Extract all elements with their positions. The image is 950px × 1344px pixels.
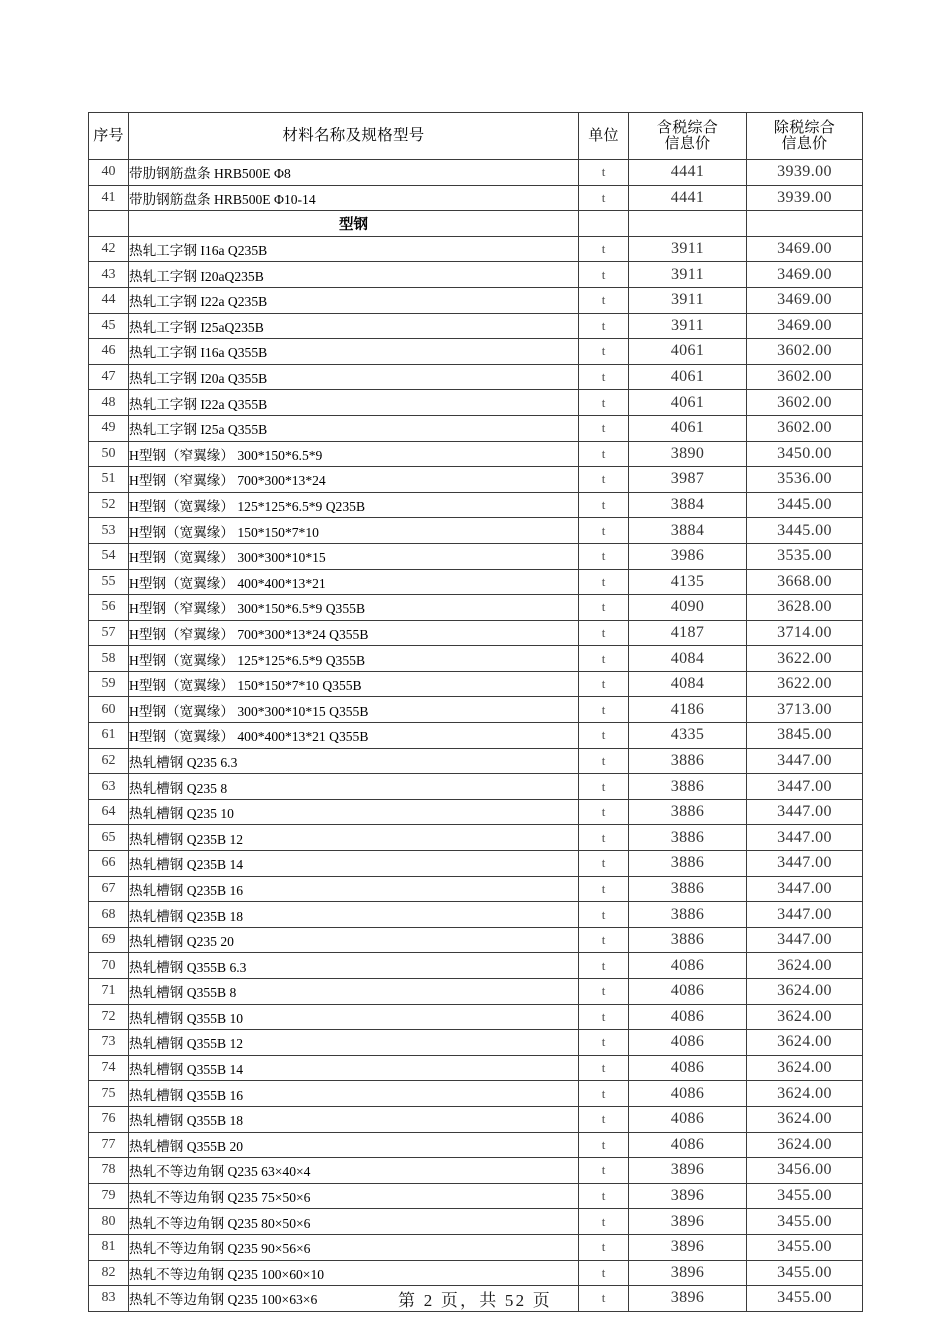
cell-material-name: 热轧槽钢 Q235 20	[129, 927, 579, 953]
table-row	[89, 339, 863, 365]
cell-price-excl-tax: 3535.00	[747, 543, 863, 569]
cell-sequence: 54	[89, 543, 129, 569]
cell-price-incl-tax: 3896	[629, 1209, 747, 1235]
table-row	[89, 518, 863, 544]
cell-price-excl-tax: 3668.00	[747, 569, 863, 595]
cell-price-excl-tax: 3455.00	[747, 1260, 863, 1286]
cell-material-name: 热轧槽钢 Q235 8	[129, 774, 579, 800]
cell-price-incl-tax: 3886	[629, 825, 747, 851]
cell-price-incl-tax: 4090	[629, 595, 747, 621]
cell-material-name: H型钢（宽翼缘） 400*400*13*21	[129, 569, 579, 595]
table-row	[89, 467, 863, 493]
cell-unit: t	[579, 1260, 629, 1286]
cell-price-excl-tax: 3447.00	[747, 774, 863, 800]
cell-price-excl-tax: 3536.00	[747, 467, 863, 493]
table-row	[89, 748, 863, 774]
table-row	[89, 1030, 863, 1056]
table-row	[89, 390, 863, 416]
cell-price-incl-tax: 3884	[629, 492, 747, 518]
cell-price-incl-tax: 4061	[629, 390, 747, 416]
table-row	[89, 1183, 863, 1209]
cell-unit: t	[579, 646, 629, 672]
cell-price-excl-tax: 3447.00	[747, 799, 863, 825]
cell-unit: t	[579, 902, 629, 928]
cell-material-name: 热轧槽钢 Q235B 16	[129, 876, 579, 902]
cell-price-incl-tax: 3896	[629, 1183, 747, 1209]
cell-material-name: H型钢（窄翼缘） 300*150*6.5*9	[129, 441, 579, 467]
cell-unit: t	[579, 569, 629, 595]
cell-price-incl-tax: 3886	[629, 902, 747, 928]
cell-unit: t	[579, 1030, 629, 1056]
table-row	[89, 1234, 863, 1260]
cell-sequence: 46	[89, 339, 129, 365]
cell-price-excl-tax: 3469.00	[747, 287, 863, 313]
cell-material-name: 热轧不等边角钢 Q235 100×60×10	[129, 1260, 579, 1286]
column-header-price-incl-tax	[629, 113, 747, 160]
cell-price-excl-tax: 3713.00	[747, 697, 863, 723]
cell-price-excl-tax	[747, 211, 863, 237]
cell-sequence: 50	[89, 441, 129, 467]
cell-material-name: H型钢（宽翼缘） 125*125*6.5*9 Q355B	[129, 646, 579, 672]
cell-sequence: 49	[89, 415, 129, 441]
cell-sequence: 79	[89, 1183, 129, 1209]
cell-sequence: 75	[89, 1081, 129, 1107]
table-body	[89, 160, 863, 1312]
price-incl-tax-line1: 含税综合	[656, 118, 719, 136]
cell-price-excl-tax: 3445.00	[747, 492, 863, 518]
cell-sequence: 42	[89, 236, 129, 262]
cell-sequence: 45	[89, 313, 129, 339]
cell-unit: t	[579, 543, 629, 569]
cell-sequence: 59	[89, 671, 129, 697]
price-excl-tax-line1: 除税综合	[773, 118, 836, 136]
cell-price-incl-tax: 3987	[629, 467, 747, 493]
cell-price-excl-tax: 3628.00	[747, 595, 863, 621]
cell-price-excl-tax: 3456.00	[747, 1158, 863, 1184]
cell-price-incl-tax: 4061	[629, 364, 747, 390]
cell-price-excl-tax: 3602.00	[747, 339, 863, 365]
cell-unit: t	[579, 492, 629, 518]
cell-price-incl-tax: 4086	[629, 1081, 747, 1107]
table-header-row	[89, 113, 863, 160]
table-row	[89, 364, 863, 390]
cell-sequence: 40	[89, 160, 129, 186]
cell-unit: t	[579, 927, 629, 953]
cell-unit: t	[579, 595, 629, 621]
table-row	[89, 927, 863, 953]
cell-sequence: 64	[89, 799, 129, 825]
cell-unit: t	[579, 851, 629, 877]
cell-material-name: H型钢（宽翼缘） 150*150*7*10 Q355B	[129, 671, 579, 697]
table-row	[89, 287, 863, 313]
cell-price-excl-tax: 3602.00	[747, 415, 863, 441]
cell-unit: t	[579, 1106, 629, 1132]
cell-material-name: H型钢（宽翼缘） 125*125*6.5*9 Q235B	[129, 492, 579, 518]
cell-price-incl-tax: 3911	[629, 313, 747, 339]
cell-material-name: H型钢（宽翼缘） 300*300*10*15 Q355B	[129, 697, 579, 723]
cell-material-name: 热轧槽钢 Q355B 20	[129, 1132, 579, 1158]
cell-material-name: H型钢（宽翼缘） 300*300*10*15	[129, 543, 579, 569]
cell-material-name: 热轧槽钢 Q355B 18	[129, 1106, 579, 1132]
cell-price-excl-tax: 3624.00	[747, 1004, 863, 1030]
cell-unit: t	[579, 236, 629, 262]
cell-unit: t	[579, 697, 629, 723]
cell-price-excl-tax: 3624.00	[747, 979, 863, 1005]
cell-sequence: 48	[89, 390, 129, 416]
cell-sequence: 52	[89, 492, 129, 518]
cell-price-incl-tax: 3886	[629, 748, 747, 774]
cell-price-incl-tax: 4086	[629, 1106, 747, 1132]
cell-price-excl-tax: 3602.00	[747, 364, 863, 390]
table-row	[89, 441, 863, 467]
cell-unit: t	[579, 671, 629, 697]
cell-price-excl-tax: 3445.00	[747, 518, 863, 544]
cell-price-incl-tax: 3886	[629, 799, 747, 825]
table-row	[89, 1260, 863, 1286]
column-header-price-excl-tax	[747, 113, 863, 160]
cell-material-name: 热轧工字钢 I25a Q355B	[129, 415, 579, 441]
cell-material-name: H型钢（窄翼缘） 700*300*13*24 Q355B	[129, 620, 579, 646]
cell-price-excl-tax: 3624.00	[747, 953, 863, 979]
cell-unit: t	[579, 441, 629, 467]
table-row	[89, 620, 863, 646]
cell-sequence: 77	[89, 1132, 129, 1158]
cell-sequence: 66	[89, 851, 129, 877]
cell-material-name: 热轧不等边角钢 Q235 63×40×4	[129, 1158, 579, 1184]
column-header-unit: 单位	[579, 113, 629, 160]
cell-price-incl-tax: 3896	[629, 1234, 747, 1260]
column-header-material-name: 材料名称及规格型号	[129, 113, 579, 160]
table-row	[89, 262, 863, 288]
cell-price-excl-tax: 3939.00	[747, 160, 863, 186]
cell-price-incl-tax: 4186	[629, 697, 747, 723]
cell-price-excl-tax: 3469.00	[747, 236, 863, 262]
cell-material-name: 热轧槽钢 Q235B 14	[129, 851, 579, 877]
cell-price-excl-tax: 3845.00	[747, 723, 863, 749]
cell-price-excl-tax: 3624.00	[747, 1106, 863, 1132]
cell-price-excl-tax: 3622.00	[747, 671, 863, 697]
table-row	[89, 595, 863, 621]
cell-unit: t	[579, 160, 629, 186]
cell-material-name: 热轧工字钢 I16a Q355B	[129, 339, 579, 365]
cell-material-name: 热轧工字钢 I25aQ235B	[129, 313, 579, 339]
table-row	[89, 1081, 863, 1107]
cell-sequence: 62	[89, 748, 129, 774]
table-row	[89, 1106, 863, 1132]
price-incl-tax-line2: 信息价	[664, 135, 711, 152]
cell-unit: t	[579, 467, 629, 493]
cell-price-incl-tax: 4084	[629, 671, 747, 697]
cell-price-incl-tax: 3911	[629, 236, 747, 262]
cell-material-name: 热轧工字钢 I20aQ235B	[129, 262, 579, 288]
cell-material-name: 热轧不等边角钢 Q235 100×63×6	[129, 1286, 579, 1312]
cell-price-excl-tax: 3469.00	[747, 262, 863, 288]
table-row	[89, 799, 863, 825]
cell-sequence	[89, 211, 129, 237]
cell-price-incl-tax: 3886	[629, 927, 747, 953]
cell-price-incl-tax: 4086	[629, 1030, 747, 1056]
cell-material-name: 热轧槽钢 Q355B 14	[129, 1055, 579, 1081]
cell-sequence: 73	[89, 1030, 129, 1056]
cell-section-title: 型钢	[129, 211, 579, 237]
cell-sequence: 71	[89, 979, 129, 1005]
table-row	[89, 543, 863, 569]
table-row	[89, 211, 863, 237]
cell-price-incl-tax: 4335	[629, 723, 747, 749]
cell-price-excl-tax: 3447.00	[747, 876, 863, 902]
cell-unit: t	[579, 723, 629, 749]
cell-material-name: 热轧槽钢 Q355B 12	[129, 1030, 579, 1056]
cell-sequence: 72	[89, 1004, 129, 1030]
table-row	[89, 902, 863, 928]
cell-price-incl-tax: 4086	[629, 1055, 747, 1081]
table-row	[89, 723, 863, 749]
table-row	[89, 492, 863, 518]
table-row	[89, 825, 863, 851]
cell-sequence: 44	[89, 287, 129, 313]
cell-price-incl-tax: 4086	[629, 979, 747, 1005]
cell-unit: t	[579, 287, 629, 313]
cell-price-incl-tax: 4187	[629, 620, 747, 646]
cell-material-name: 带肋钢筋盘条 HRB500E Φ8	[129, 160, 579, 186]
cell-sequence: 70	[89, 953, 129, 979]
cell-price-excl-tax: 3455.00	[747, 1183, 863, 1209]
cell-sequence: 82	[89, 1260, 129, 1286]
cell-price-excl-tax: 3450.00	[747, 441, 863, 467]
cell-sequence: 80	[89, 1209, 129, 1235]
cell-material-name: 热轧工字钢 I20a Q355B	[129, 364, 579, 390]
table-row	[89, 415, 863, 441]
page-footer: 第 2 页，共 52 页	[398, 1291, 552, 1310]
table-row	[89, 1132, 863, 1158]
cell-unit: t	[579, 1158, 629, 1184]
cell-material-name: 热轧不等边角钢 Q235 80×50×6	[129, 1209, 579, 1235]
cell-sequence: 53	[89, 518, 129, 544]
cell-price-excl-tax: 3622.00	[747, 646, 863, 672]
cell-sequence: 55	[89, 569, 129, 595]
cell-material-name: 热轧工字钢 I22a Q235B	[129, 287, 579, 313]
cell-price-excl-tax: 3939.00	[747, 185, 863, 211]
cell-material-name: 热轧槽钢 Q355B 16	[129, 1081, 579, 1107]
table-row	[89, 313, 863, 339]
cell-material-name: 热轧槽钢 Q355B 6.3	[129, 953, 579, 979]
cell-material-name: 热轧不等边角钢 Q235 75×50×6	[129, 1183, 579, 1209]
cell-sequence: 43	[89, 262, 129, 288]
cell-price-excl-tax: 3624.00	[747, 1132, 863, 1158]
table-row	[89, 1209, 863, 1235]
cell-unit: t	[579, 313, 629, 339]
cell-material-name: 热轧工字钢 I16a Q235B	[129, 236, 579, 262]
cell-sequence: 65	[89, 825, 129, 851]
cell-sequence: 76	[89, 1106, 129, 1132]
cell-material-name: H型钢（宽翼缘） 150*150*7*10	[129, 518, 579, 544]
cell-price-incl-tax: 3986	[629, 543, 747, 569]
cell-price-excl-tax: 3714.00	[747, 620, 863, 646]
cell-sequence: 67	[89, 876, 129, 902]
cell-sequence: 81	[89, 1234, 129, 1260]
cell-unit: t	[579, 1234, 629, 1260]
cell-price-incl-tax: 3896	[629, 1158, 747, 1184]
cell-price-incl-tax: 3890	[629, 441, 747, 467]
table-row	[89, 160, 863, 186]
cell-price-excl-tax: 3624.00	[747, 1030, 863, 1056]
cell-price-incl-tax: 4061	[629, 339, 747, 365]
cell-sequence: 78	[89, 1158, 129, 1184]
cell-unit: t	[579, 979, 629, 1005]
table-row	[89, 979, 863, 1005]
table-header	[89, 113, 863, 160]
table-row	[89, 569, 863, 595]
price-excl-tax-line2: 信息价	[781, 135, 828, 152]
cell-material-name: 热轧槽钢 Q235B 12	[129, 825, 579, 851]
cell-sequence: 69	[89, 927, 129, 953]
cell-price-excl-tax: 3447.00	[747, 927, 863, 953]
cell-material-name: 热轧不等边角钢 Q235 90×56×6	[129, 1234, 579, 1260]
cell-price-excl-tax: 3469.00	[747, 313, 863, 339]
cell-material-name: 热轧槽钢 Q235B 18	[129, 902, 579, 928]
cell-material-name: 热轧工字钢 I22a Q355B	[129, 390, 579, 416]
cell-price-incl-tax: 3896	[629, 1286, 747, 1312]
cell-material-name: 热轧槽钢 Q235 6.3	[129, 748, 579, 774]
cell-sequence: 56	[89, 595, 129, 621]
cell-price-excl-tax: 3455.00	[747, 1234, 863, 1260]
cell-price-incl-tax: 3886	[629, 851, 747, 877]
cell-unit: t	[579, 620, 629, 646]
cell-sequence: 68	[89, 902, 129, 928]
cell-unit: t	[579, 364, 629, 390]
cell-material-name: 热轧槽钢 Q355B 10	[129, 1004, 579, 1030]
cell-price-incl-tax: 4084	[629, 646, 747, 672]
cell-sequence: 63	[89, 774, 129, 800]
cell-price-excl-tax: 3447.00	[747, 851, 863, 877]
cell-unit: t	[579, 1132, 629, 1158]
cell-price-excl-tax: 3455.00	[747, 1209, 863, 1235]
cell-unit: t	[579, 390, 629, 416]
cell-unit: t	[579, 185, 629, 211]
cell-price-incl-tax: 3911	[629, 287, 747, 313]
cell-sequence: 61	[89, 723, 129, 749]
table-row	[89, 1055, 863, 1081]
cell-material-name: 带肋钢筋盘条 HRB500E Φ10-14	[129, 185, 579, 211]
cell-price-incl-tax: 4441	[629, 185, 747, 211]
cell-unit: t	[579, 1286, 629, 1312]
cell-sequence: 57	[89, 620, 129, 646]
cell-price-incl-tax: 4086	[629, 953, 747, 979]
cell-price-incl-tax: 4135	[629, 569, 747, 595]
table-row	[89, 851, 863, 877]
table-row	[89, 671, 863, 697]
cell-price-excl-tax: 3455.00	[747, 1286, 863, 1312]
cell-unit: t	[579, 339, 629, 365]
cell-price-incl-tax	[629, 211, 747, 237]
table-row	[89, 697, 863, 723]
cell-unit: t	[579, 748, 629, 774]
cell-sequence: 83	[89, 1286, 129, 1312]
table-row	[89, 876, 863, 902]
table-row	[89, 646, 863, 672]
column-header-sequence: 序号	[89, 113, 129, 160]
cell-unit: t	[579, 953, 629, 979]
cell-unit: t	[579, 1081, 629, 1107]
table-row	[89, 236, 863, 262]
cell-unit: t	[579, 262, 629, 288]
cell-price-incl-tax: 3896	[629, 1260, 747, 1286]
cell-sequence: 74	[89, 1055, 129, 1081]
cell-price-excl-tax: 3447.00	[747, 902, 863, 928]
cell-unit: t	[579, 825, 629, 851]
cell-price-incl-tax: 3884	[629, 518, 747, 544]
cell-unit: t	[579, 774, 629, 800]
cell-price-excl-tax: 3602.00	[747, 390, 863, 416]
table-row	[89, 185, 863, 211]
cell-price-excl-tax: 3624.00	[747, 1081, 863, 1107]
cell-price-incl-tax: 4086	[629, 1004, 747, 1030]
cell-unit: t	[579, 1183, 629, 1209]
cell-sequence: 47	[89, 364, 129, 390]
cell-price-excl-tax: 3624.00	[747, 1055, 863, 1081]
cell-price-excl-tax: 3447.00	[747, 825, 863, 851]
material-price-table	[88, 112, 863, 1312]
cell-sequence: 41	[89, 185, 129, 211]
table-row	[89, 774, 863, 800]
cell-material-name: 热轧槽钢 Q355B 8	[129, 979, 579, 1005]
cell-price-incl-tax: 3911	[629, 262, 747, 288]
cell-sequence: 60	[89, 697, 129, 723]
cell-price-incl-tax: 4086	[629, 1132, 747, 1158]
cell-unit: t	[579, 518, 629, 544]
cell-unit: t	[579, 1055, 629, 1081]
cell-material-name: 热轧槽钢 Q235 10	[129, 799, 579, 825]
cell-unit	[579, 211, 629, 237]
cell-unit: t	[579, 799, 629, 825]
cell-price-incl-tax: 4441	[629, 160, 747, 186]
table-row	[89, 953, 863, 979]
cell-unit: t	[579, 415, 629, 441]
cell-material-name: H型钢（窄翼缘） 300*150*6.5*9 Q355B	[129, 595, 579, 621]
table-row	[89, 1004, 863, 1030]
cell-price-excl-tax: 3447.00	[747, 748, 863, 774]
cell-unit: t	[579, 876, 629, 902]
cell-sequence: 58	[89, 646, 129, 672]
cell-price-incl-tax: 3886	[629, 774, 747, 800]
cell-unit: t	[579, 1209, 629, 1235]
cell-material-name: H型钢（宽翼缘） 400*400*13*21 Q355B	[129, 723, 579, 749]
cell-price-incl-tax: 4061	[629, 415, 747, 441]
cell-sequence: 51	[89, 467, 129, 493]
cell-material-name: H型钢（窄翼缘） 700*300*13*24	[129, 467, 579, 493]
table-row	[89, 1158, 863, 1184]
cell-price-incl-tax: 3886	[629, 876, 747, 902]
cell-unit: t	[579, 1004, 629, 1030]
